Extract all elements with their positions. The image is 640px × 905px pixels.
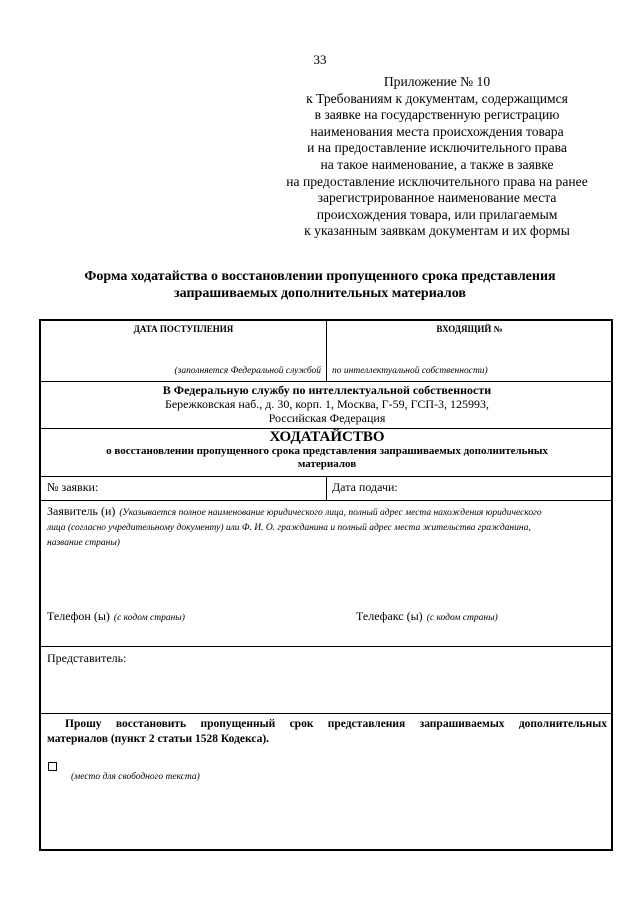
- request-line: материалов (пункт 2 статьи 1528 Кодекса).: [47, 733, 270, 745]
- applicant-label: Заявитель (и): [47, 504, 116, 518]
- application-number-label: № заявки:: [47, 480, 99, 494]
- applicant-note: название страны): [47, 538, 120, 548]
- appendix-line: в заявке на государственную регистрацию: [314, 107, 560, 123]
- petition-subtitle-line: о восстановлении пропущенного срока представления запрашиваемых дополнительных: [106, 445, 548, 457]
- appendix-line: Приложение № 10: [383, 74, 491, 89]
- appendix-header: [262, 74, 612, 240]
- filled-by-note-left: (заполняется Федеральной службой: [174, 366, 321, 376]
- request-line: Прошу восстановить пропущенный срок представления запрашиваемых дополнительных: [65, 718, 607, 730]
- appendix-line: на такое наименование, а также в заявке: [320, 156, 554, 172]
- appendix-line: зарегистрированное наименование места: [317, 190, 557, 206]
- phone-label: Телефон (ы): [47, 609, 110, 623]
- applicant-note: (Указывается полное наименование юридического лица, полный адрес места нахождения юридического: [119, 508, 542, 518]
- request-text: [47, 717, 607, 747]
- incoming-number-label: ВХОДЯЩИЙ №: [436, 324, 503, 334]
- applicant-note: лица (согласно учредительному документу) или Ф. И. О. гражданина и полный адрес места жительства гражданина,: [47, 523, 531, 533]
- divider: [41, 713, 611, 714]
- addressee-name: В Федеральную службу по интеллектуальной собственности: [162, 383, 492, 397]
- divider: [41, 646, 611, 647]
- form-title-line: запрашиваемых дополнительных материалов: [174, 286, 466, 301]
- representative-label: Представитель:: [47, 651, 127, 665]
- applicant-block: [47, 503, 609, 551]
- fax-label: Телефакс (ы): [356, 609, 423, 623]
- filled-by-note-right: по интеллектуальной собственности): [332, 366, 488, 376]
- phone-field: [47, 607, 185, 625]
- petition-form: [39, 319, 613, 851]
- free-text-note: (место для свободного текста): [71, 772, 200, 782]
- column-divider: [326, 476, 327, 500]
- filing-date-label: Дата подачи:: [332, 480, 398, 494]
- addressee-address: Бережковская наб., д. 30, корп. 1, Москва, Г-59, ГСП-3, 125993,: [164, 397, 490, 411]
- petition-subtitle-line: материалов: [297, 458, 357, 470]
- divider: [41, 381, 611, 382]
- addressee-country: Российская Федерация: [268, 411, 386, 425]
- fax-field: [356, 607, 498, 625]
- free-text-checkbox[interactable]: [48, 762, 57, 771]
- appendix-line: происхождения товара, или прилагаемым: [316, 206, 558, 222]
- addressee-block: [41, 383, 613, 425]
- page-number: 33: [313, 52, 327, 67]
- appendix-line: к указанным заявкам документам и их формы: [304, 223, 570, 239]
- phone-note: (с кодом страны): [113, 613, 185, 623]
- appendix-line: и на предоставление исключительного права: [307, 140, 567, 156]
- divider: [41, 500, 611, 501]
- fax-note: (с кодом страны): [426, 613, 498, 623]
- appendix-line: к Требованиям к документам, содержащимся: [306, 90, 568, 106]
- form-title-line: Форма ходатайства о восстановлении пропущенного срока представления: [84, 269, 556, 284]
- receipt-date-label: ДАТА ПОСТУПЛЕНИЯ: [133, 324, 234, 334]
- petition-title: ХОДАТАЙСТВО: [269, 429, 385, 445]
- form-title: [40, 268, 600, 302]
- appendix-line: на предоставление исключительного права на ранее: [286, 173, 588, 189]
- petition-subtitle: [41, 445, 613, 471]
- appendix-line: наименования места происхождения товара: [310, 123, 564, 139]
